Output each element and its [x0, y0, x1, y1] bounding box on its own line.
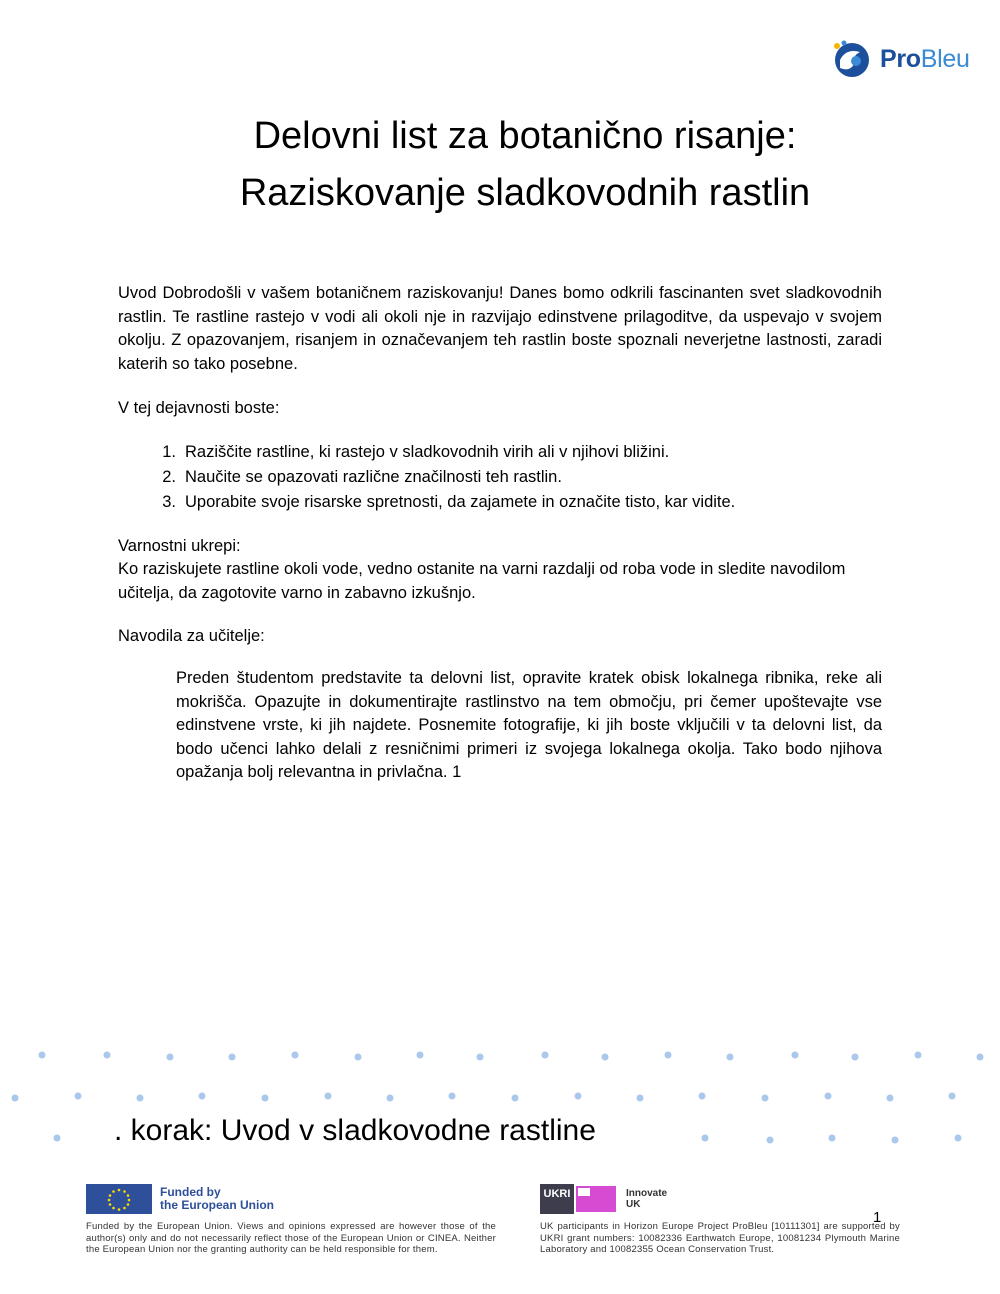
teacher-text: Preden študentom predstavite ta delovni list, opravite kratek obisk lokalnega ribnika, reke ali mokrišča. Opazujte in dokumentirajte rastlinstvo na tem območju, pri čemer upoštevajte vse edinstvene vrste, ki jih najdete. Posnemite fotografije, ki jih boste vključili v ta delovni list, da bodo učenci lahko delali z resničnimi primeri iz svojega lokalnega okolja. Tako bodo njihova opažanja bolj relevantna in privlačna. 1	[176, 669, 882, 782]
list-item	[118, 490, 882, 515]
teacher-heading: Navodila za učitelje:	[118, 627, 265, 645]
innovate-line-1: Innovate	[626, 1188, 668, 1199]
list-item-text: Uporabite svoje risarske spretnosti, da zajamete in označite tisto, kar vidite.	[185, 493, 736, 511]
innovate-line-2: UK	[626, 1199, 641, 1210]
list-item-text: Raziščite rastline, ki rastejo v sladkovodnih virih ali v njihovi bližini.	[185, 443, 670, 461]
list-item	[118, 440, 882, 465]
eu-disclaimer: Funded by the European Union. Views and opinions expressed are however those of the author(s) only and do not necessarily reflect those of the European Union or CINEA. Neither the European Union nor the granting authority can be held responsible for them.	[86, 1221, 496, 1256]
ukri-logo-text: UKRI	[543, 1188, 571, 1200]
list-item-text: Naučite se opazovati različne značilnosti teh rastlin.	[185, 468, 562, 486]
activity-intro: V tej dejavnosti boste:	[118, 399, 280, 417]
step-heading: . korak: Uvod v sladkovodne rastline	[114, 1114, 596, 1147]
probleu-wordmark	[880, 45, 970, 74]
worksheet-title	[120, 108, 930, 222]
title-line-1: Delovni list za botanično risanje:	[253, 115, 797, 157]
list-item-number: 2.	[162, 468, 176, 486]
eu-label-line-2: the European Union	[160, 1198, 274, 1212]
brand-primary: Pro	[880, 44, 921, 73]
eu-funding-block	[86, 1184, 496, 1256]
intro-paragraph: Uvod Dobrodošli v vašem botaničnem raziskovanju! Danes bomo odkrili fascinanten svet sladkovodnih rastlin. Te rastline rastejo v vodi ali okoli nje in razvijajo edinstvene prilagoditve, da uspevajo v svojem okolju. Z opazovanjem, risanjem in označevanjem teh rastlin boste spoznali neverjetne lastnosti, zaradi katerih so tako posebne.	[118, 284, 882, 373]
title-line-2: Raziskovanje sladkovodnih rastlin	[239, 172, 811, 214]
uk-disclaimer: UK participants in Horizon Europe Project ProBleu [10111301] are supported by UKRI grant numbers: 10082336 Earthwatch Europe, 10081234 Plymouth Marine Laboratory and 10082355 Ocean Conservation Trust.	[540, 1221, 900, 1256]
uk-funding-block	[540, 1184, 900, 1256]
page-number: 1	[873, 1209, 882, 1226]
eu-funded-label	[160, 1186, 274, 1212]
eu-label-line-1: Funded by	[160, 1185, 221, 1199]
innovate-uk-label	[626, 1188, 667, 1210]
probleu-logo	[830, 38, 970, 80]
safety-text: Ko raziskujete rastline okoli vode, vedno ostanite na varni razdalji od roba vode in sledite navodilom učitelja, da zagotovite varno in zabavno izkušnjo.	[118, 560, 846, 602]
ukri-logo	[540, 1184, 616, 1214]
eu-flag-icon	[86, 1184, 152, 1214]
list-item	[118, 465, 882, 490]
list-item-number: 3.	[162, 493, 176, 511]
brand-secondary: Bleu	[920, 44, 970, 73]
safety-heading: Varnostni ukrepi:	[118, 537, 241, 555]
probleu-swirl-icon	[830, 38, 876, 80]
task-list	[118, 440, 882, 515]
list-item-number: 1.	[162, 443, 176, 461]
